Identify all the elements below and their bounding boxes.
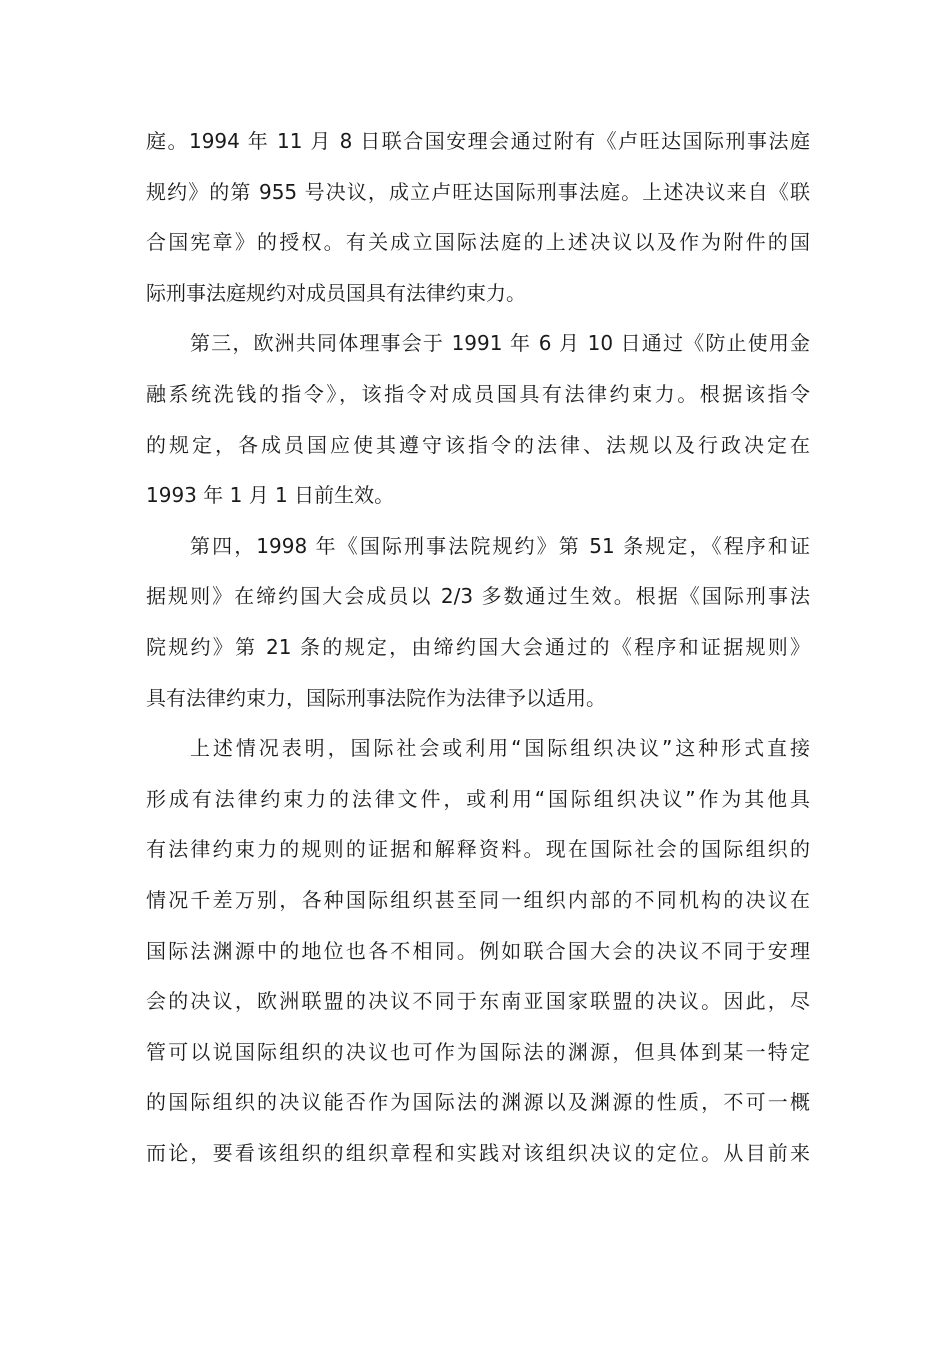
text-line: 会的决议，欧洲联盟的决议不同于东南亚国家联盟的决议。因此，尽: [146, 989, 810, 1014]
text-line: 国际法渊源中的地位也各不相同。例如联合国大会的决议不同于安理: [146, 938, 810, 963]
paragraph-third-ec-directive: [146, 324, 810, 526]
text-line: 际刑事法庭规约对成员国具有法律约束力。: [146, 280, 526, 305]
text-line: 第四，1998 年《国际刑事法院规约》第 51 条规定，《程序和证: [190, 533, 810, 558]
text-line: 1993 年 1 月 1 日前生效。: [146, 483, 395, 508]
text-line: 的国际组织的决议能否作为国际法的渊源以及渊源的性质，不可一概: [146, 1090, 810, 1115]
paragraph-conclusion: [146, 729, 810, 1184]
text-line: 的规定，各成员国应使其遵守该指令的法律、法规以及行政决定在: [146, 432, 810, 457]
paragraph-tribunal-resolutions: [146, 122, 810, 324]
text-line: 有法律约束力的规则的证据和解释资料。现在国际社会的国际组织的: [146, 837, 810, 862]
document-body: [146, 122, 810, 1184]
text-line: 上述情况表明，国际社会或利用“国际组织决议”这种形式直接: [190, 736, 810, 761]
text-line: 合国宪章》的授权。有关成立国际法庭的上述决议以及作为附件的国: [146, 230, 810, 255]
text-line: 而论，要看该组织的组织章程和实践对该组织决议的定位。从目前来: [146, 1140, 810, 1165]
text-line: 规约》的第 955 号决议，成立卢旺达国际刑事法庭。上述决议来自《联: [146, 179, 810, 204]
text-line: 具有法律约束力，国际刑事法院作为法律予以适用。: [146, 685, 606, 710]
text-line: 第三，欧洲共同体理事会于 1991 年 6 月 10 日通过《防止使用金: [190, 331, 810, 356]
text-line: 管可以说国际组织的决议也可作为国际法的渊源，但具体到某一特定: [146, 1039, 810, 1064]
text-line: 据规则》在缔约国大会成员以 2/3 多数通过生效。根据《国际刑事法: [146, 584, 810, 609]
paragraph-fourth-icc-statute: [146, 527, 810, 729]
text-line: 庭。1994 年 11 月 8 日联合国安理会通过附有《卢旺达国际刑事法庭: [146, 129, 810, 153]
text-line: 院规约》第 21 条的规定，由缔约国大会通过的《程序和证据规则》: [146, 634, 810, 659]
text-line: 融系统洗钱的指令》，该指令对成员国具有法律约束力。根据该指令: [146, 381, 810, 406]
text-line: 情况千差万别，各种国际组织甚至同一组织内部的不同机构的决议在: [146, 887, 810, 912]
text-line: 形成有法律约束力的法律文件，或利用“国际组织决议”作为其他具: [146, 786, 810, 811]
